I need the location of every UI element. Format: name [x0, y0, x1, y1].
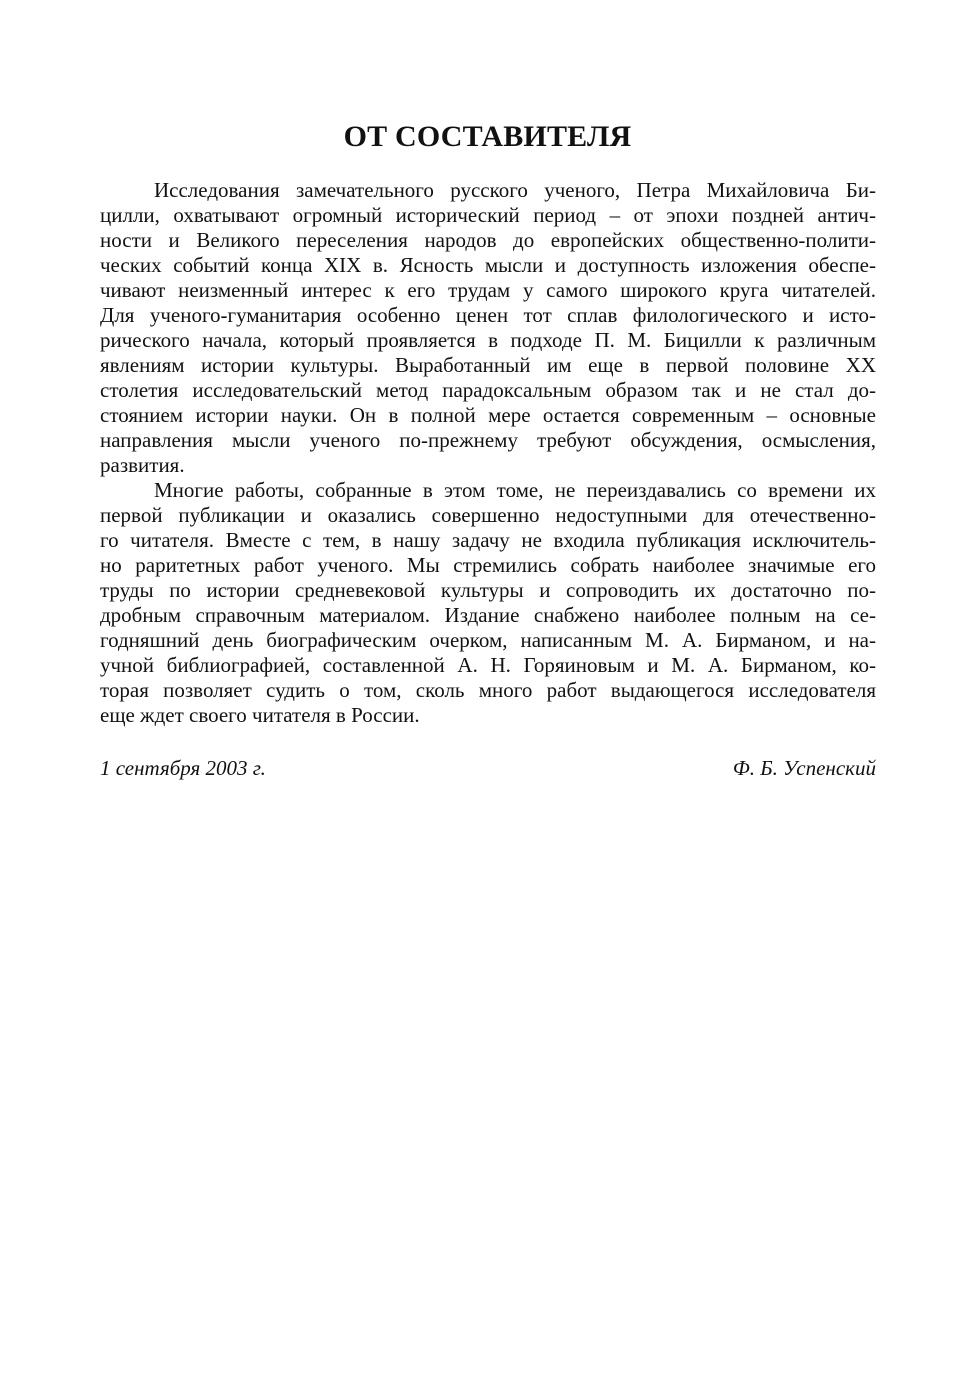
page-title: ОТ СОСТАВИТЕЛЯ [343, 120, 632, 153]
paragraph-1 [100, 178, 876, 478]
text-line: годняшний день биографическим очерком, написанным М. А. Бирманом, и на- [100, 628, 876, 652]
author-signature: Ф. Б. Успенский [732, 756, 876, 780]
text-line: ности и Великого переселения народов до европейских общественно-полити- [100, 228, 876, 252]
text-line: ческих событий конца XIX в. Ясность мысли и доступность изложения обеспе- [100, 253, 876, 277]
text-line: рического начала, который проявляется в подходе П. М. Бицилли к различным [100, 328, 876, 352]
text-line: го читателя. Вместе с тем, в нашу задачу не входила публикация исключитель- [100, 528, 876, 552]
text-line: стоянием истории науки. Он в полной мере остается современным – основные [100, 403, 876, 427]
text-line: учной библиографией, составленной А. Н. Горяиновым и М. А. Бирманом, ко- [100, 653, 876, 677]
text-line: но раритетных работ ученого. Мы стремились собрать наиболее значимые его [100, 553, 876, 577]
text-line: развития. [100, 453, 185, 477]
date-line: 1 сентября 2003 г. [100, 756, 266, 780]
text-line: первой публикации и оказались совершенно недоступными для отечественно- [100, 503, 876, 527]
text-line: явлениям истории культуры. Выработанный им еще в первой половине XX [100, 353, 876, 377]
text-line: чивают неизменный интерес к его трудам у самого широкого круга читателей. [100, 278, 876, 302]
text-line: столетия исследовательский метод парадоксальным образом так и не стал до- [100, 378, 876, 402]
text-line: Для ученого-гуманитария особенно ценен тот сплав филологического и исто- [100, 303, 876, 327]
text-line: цилли, охватывают огромный исторический период – от эпохи поздней антич- [100, 203, 876, 227]
text-line: еще ждет своего читателя в России. [100, 703, 420, 727]
text-line: направления мысли ученого по-прежнему требуют обсуждения, осмысления, [100, 428, 876, 452]
text-line: Многие работы, собранные в этом томе, не переиздавались со времени их [154, 478, 876, 502]
paragraph-2 [100, 478, 876, 728]
text-line: Исследования замечательного русского ученого, Петра Михайловича Би- [154, 178, 876, 202]
text-line: дробным справочным материалом. Издание снабжено наиболее полным на се- [100, 603, 876, 627]
signature-block [100, 755, 876, 781]
text-line: торая позволяет судить о том, сколь много работ выдающегося исследователя [100, 678, 876, 702]
text-line: труды по истории средневековой культуры и сопроводить их достаточно по- [100, 578, 876, 602]
